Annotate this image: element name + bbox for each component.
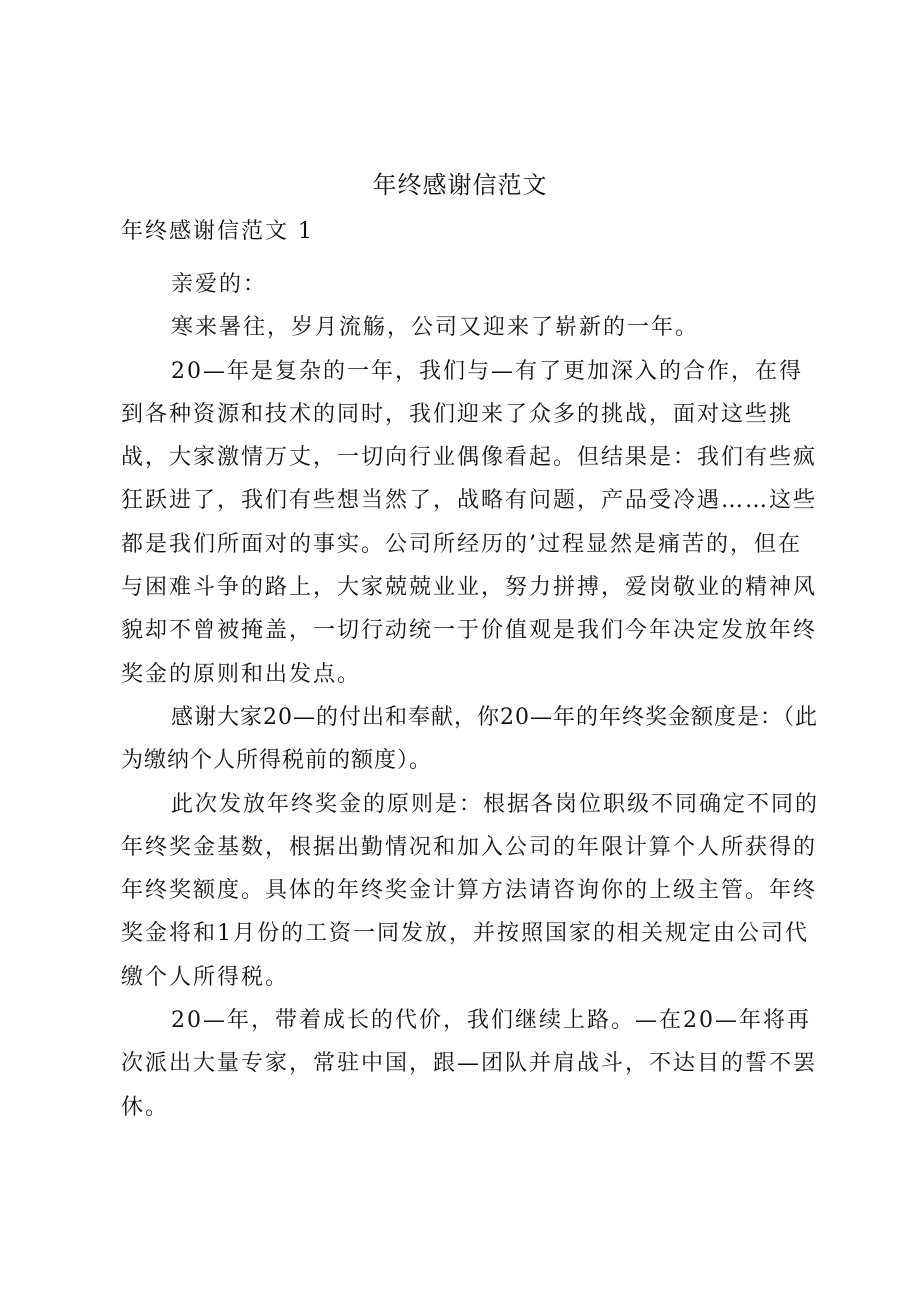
paragraph-bonus-amount: 感谢大家20—的付出和奉献，你20—年的年终奖金额度是：（此为缴纳个人所得税前的额度）。 [121,704,818,774]
letter-body [121,263,821,1129]
paragraph-outlook: 20—年，带着成长的代价，我们继续上路。—在20—年将再次派出大量专家，常驻中国，跟—团队并肩战斗，不达目的誓不罢休。 [121,1008,818,1120]
document-title: 年终感谢信范文 [372,171,548,199]
section-heading: 年终感谢信范文 1 [121,219,314,244]
paragraph-review: 20—年是复杂的一年，我们与—有了更加深入的合作，在得到各种资源和技术的同时，我们迎来了众多的挑战，面对这些挑战，大家激情万丈，一切向行业偶像看起。但结果是：我们有些疯狂跃进了，我们有些想当然了，战略有问题，产品受冷遇……这些都是我们所面对的事实。公司所经历的’过程显然是痛苦的，但在与困难斗争的路上，大家兢兢业业，努力拼搏，爱岗敬业的精神风貌却不曾被掩盖，一切行动统一于价值观是我们今年决定发放年终奖金的原则和出发点。 [121,358,818,687]
paragraph-bonus-principle: 此次发放年终奖金的原则是：根据各岗位职级不同确定不同的年终奖金基数，根据出勤情况和加入公司的年限计算个人所获得的年终奖额度。具体的年终奖金计算方法请咨询你的上级主管。年终奖金将和1月份的工资一同发放，并按照国家的相关规定由公司代缴个人所得税。 [121,791,820,990]
paragraph-opening: 寒来暑往，岁月流觞，公司又迎来了崭新的一年。 [171,315,700,341]
salutation: 亲爱的： [171,272,268,297]
